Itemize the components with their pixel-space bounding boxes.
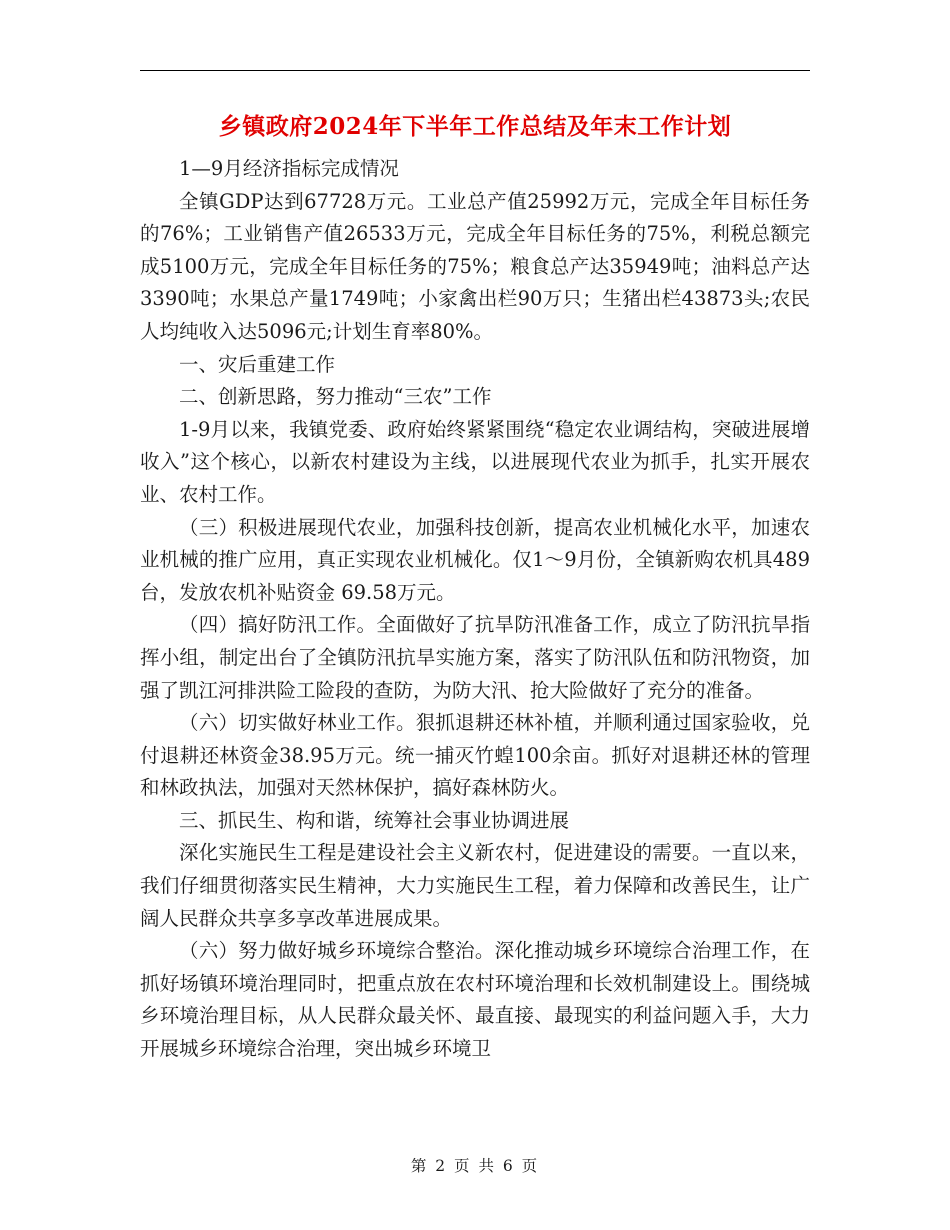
section-heading: 1—9月经济指标完成情况 (179, 157, 399, 180)
document-body (140, 153, 810, 1066)
document-title: 乡镇政府2024年下半年工作总结及年末工作计划 (218, 113, 732, 140)
section-heading: 三、抓民生、构和谐，统筹社会事业协调进展 (179, 808, 570, 832)
section-heading: 二、创新思路，努力推动“三农”工作 (179, 385, 492, 409)
paragraph: 1-9月以来，我镇党委、政府始终紧紧围绕“稳定农业调结构，突破进展增收入”这个核心，以新农村建设为主线，以进展现代农业为抓手，扎实开展农业、农村工作。 (140, 417, 810, 506)
header-rule (140, 70, 810, 71)
paragraph: （六）努力做好城乡环境综合整治。深化推动城乡环境综合治理工作，在抓好场镇环境治理同时，把重点放在农村环境治理和长效机制建设上。围绕城乡环境治理目标，从人民群众最关怀、最直接、最现实的利益问题入手，大力开展城乡环境综合治理，突出城乡环境卫 (140, 939, 810, 1061)
paragraph: （四）搞好防汛工作。全面做好了抗旱防汛准备工作，成立了防汛抗旱指挥小组，制定出台了全镇防汛抗旱实施方案，落实了防汛队伍和防汛物资，加强了凯江河排洪险工险段的查防，为防大汛、抢大险做好了充分的准备。 (140, 613, 810, 702)
paragraph: （三）积极进展现代农业，加强科技创新，提高农业机械化水平，加速农业机械的推广应用，真正实现农业机械化。仅1～9月份，全镇新购农机具489台，发放农机补贴资金 69.58万元。 (140, 515, 810, 604)
section-heading: 一、灾后重建工作 (179, 352, 336, 376)
paragraph: 全镇GDP达到67728万元。工业总产值25992万元，完成全年目标任务的76%；工业销售产值26533万元，完成全年目标任务的75%，利税总额完成5100万元，完成全年目标任务的75%；粮食总产达35949吨；油料总产达3390吨；水果总产量1749吨；小家禽出栏90万只；生猪出栏43873头;农民人均纯收入达5096元;计划生育率80%。 (140, 189, 810, 343)
paragraph: （六）切实做好林业工作。狠抓退耕还林补植，并顺利通过国家验收，兑付退耕还林资金38.95万元。统一捕灭竹蝗100余亩。抓好对退耕还林的管理和林政执法，加强对天然林保护，搞好森林防火。 (140, 711, 810, 800)
page-number: 第 2 页 共 6 页 (410, 1157, 540, 1175)
paragraph: 深化实施民生工程是建设社会主义新农村，促进建设的需要。一直以来，我们仔细贯彻落实民生精神，大力实施民生工程，着力保障和改善民生，让广阔人民群众共享多享改革进展成果。 (140, 841, 810, 930)
